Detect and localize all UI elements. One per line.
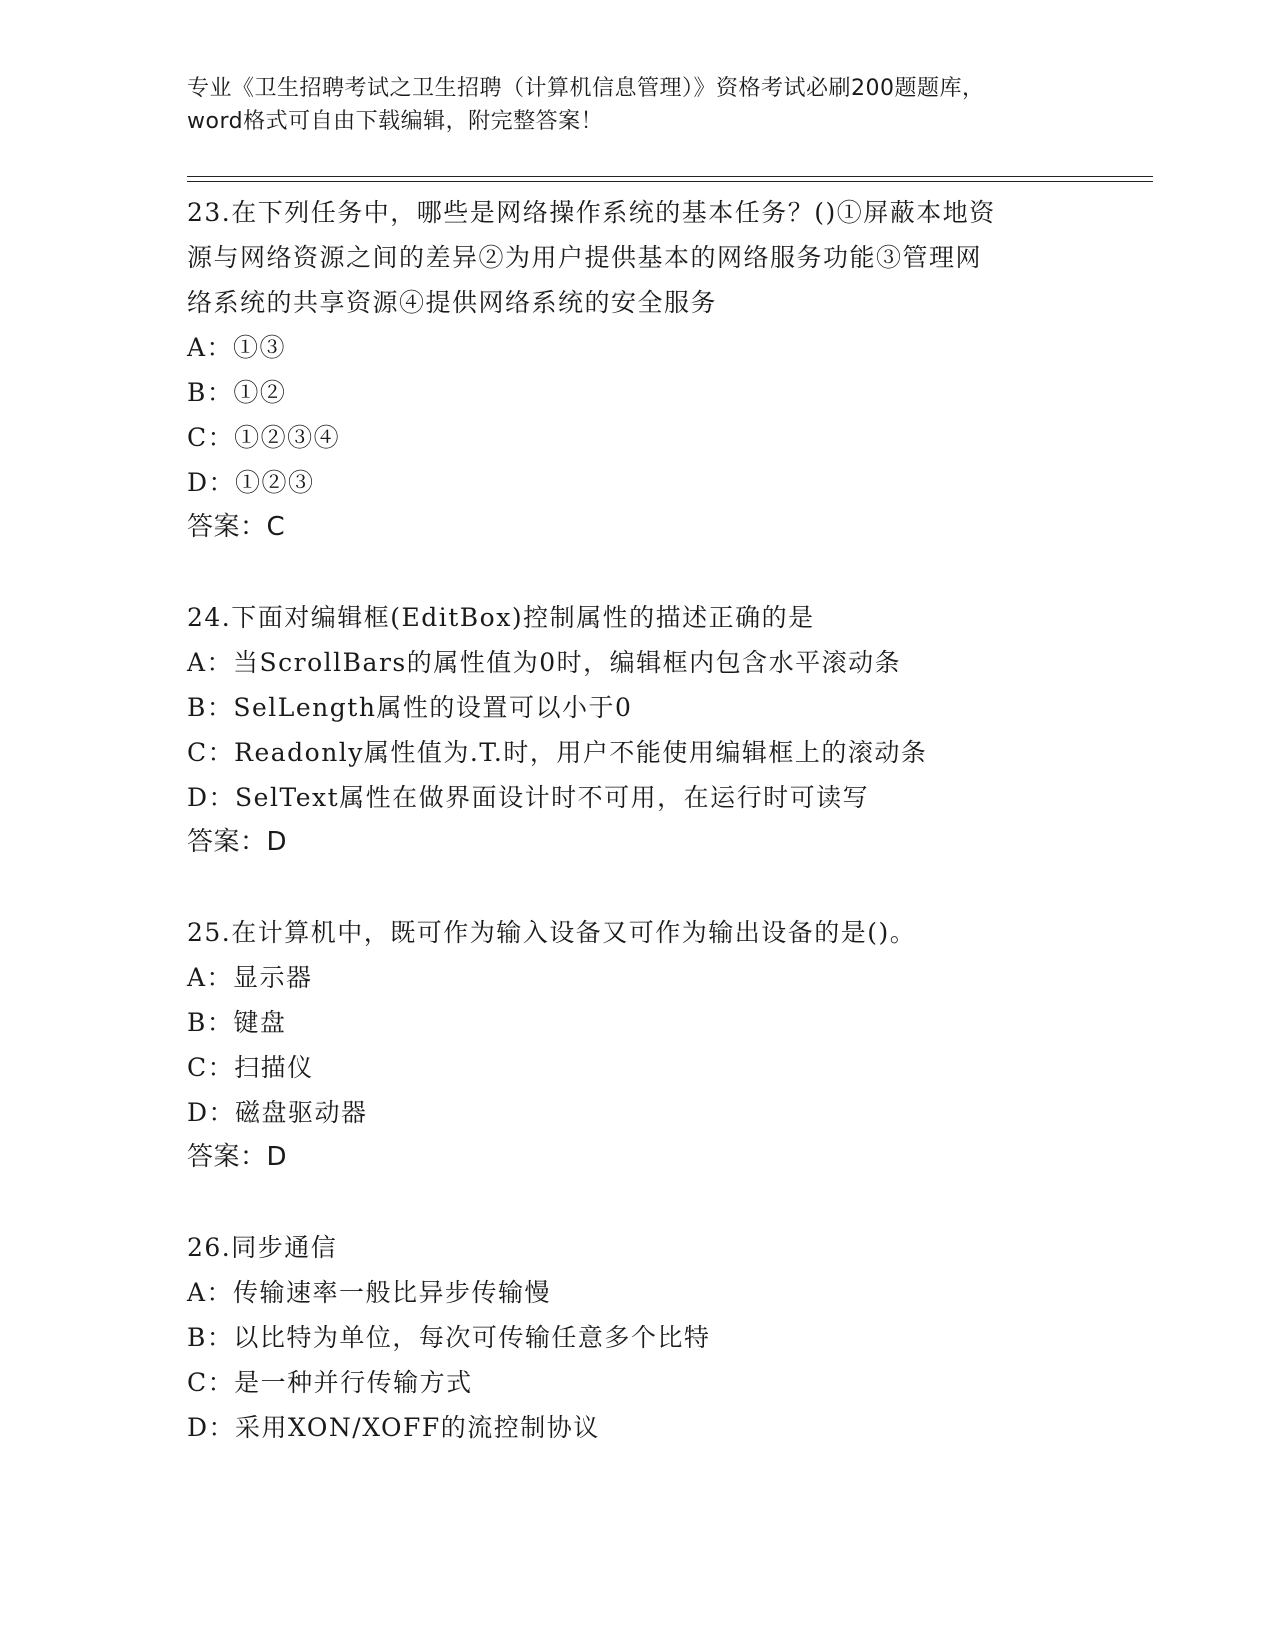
option-c: C：是一种并行传输方式 bbox=[187, 1368, 473, 1397]
header-divider-top bbox=[187, 176, 1153, 177]
option-d: D：磁盘驱动器 bbox=[187, 1098, 368, 1127]
option-a: A：传输速率一般比异步传输慢 bbox=[187, 1278, 552, 1307]
option-d: D：采用XON/XOFF的流控制协议 bbox=[187, 1413, 600, 1442]
answer-line: 答案：C bbox=[187, 512, 286, 542]
header-line-1: 专业《卫生招聘考试之卫生招聘（计算机信息管理）》资格考试必刷200题题库， bbox=[187, 76, 985, 101]
option-c: C：①②③④ bbox=[187, 423, 341, 452]
question-stem-line: 源与网络资源之间的差异②为用户提供基本的网络服务功能③管理网 bbox=[187, 243, 983, 272]
answer-line: 答案：D bbox=[187, 1142, 288, 1172]
option-b: B：以比特为单位，每次可传输任意多个比特 bbox=[187, 1323, 711, 1352]
question-block bbox=[187, 1225, 1087, 1450]
option-a: A：显示器 bbox=[187, 963, 313, 992]
option-d: D：①②③ bbox=[187, 468, 315, 497]
answer-line: 答案：D bbox=[187, 827, 288, 857]
option-b: B：SelLength属性的设置可以小于0 bbox=[187, 693, 633, 722]
question-stem-line: 23.在下列任务中，哪些是网络操作系统的基本任务？()①屏蔽本地资 bbox=[187, 198, 996, 227]
option-a: A：①③ bbox=[187, 333, 287, 362]
header-line-2: word格式可自由下载编辑，附完整答案！ bbox=[187, 109, 604, 134]
option-b: B：①② bbox=[187, 378, 287, 407]
option-c: C：Readonly属性值为.T.时，用户不能使用编辑框上的滚动条 bbox=[187, 738, 928, 767]
question-list bbox=[187, 190, 1087, 1450]
option-a: A：当ScrollBars的属性值为0时，编辑框内包含水平滚动条 bbox=[187, 648, 902, 677]
question-stem-line: 26.同步通信 bbox=[187, 1233, 338, 1262]
question-stem-line: 25.在计算机中，既可作为输入设备又可作为输出设备的是()。 bbox=[187, 918, 917, 947]
question-block bbox=[187, 595, 1087, 865]
document-header bbox=[187, 72, 1087, 138]
question-stem-line: 24.下面对编辑框(EditBox)控制属性的描述正确的是 bbox=[187, 603, 815, 632]
option-b: B：键盘 bbox=[187, 1008, 287, 1037]
option-d: D：SelText属性在做界面设计时不可用，在运行时可读写 bbox=[187, 783, 870, 812]
question-stem-line: 络系统的共享资源④提供网络系统的安全服务 bbox=[187, 288, 718, 317]
header-divider-bottom bbox=[187, 181, 1153, 182]
question-block bbox=[187, 910, 1087, 1180]
question-block bbox=[187, 190, 1087, 550]
option-c: C：扫描仪 bbox=[187, 1053, 314, 1082]
